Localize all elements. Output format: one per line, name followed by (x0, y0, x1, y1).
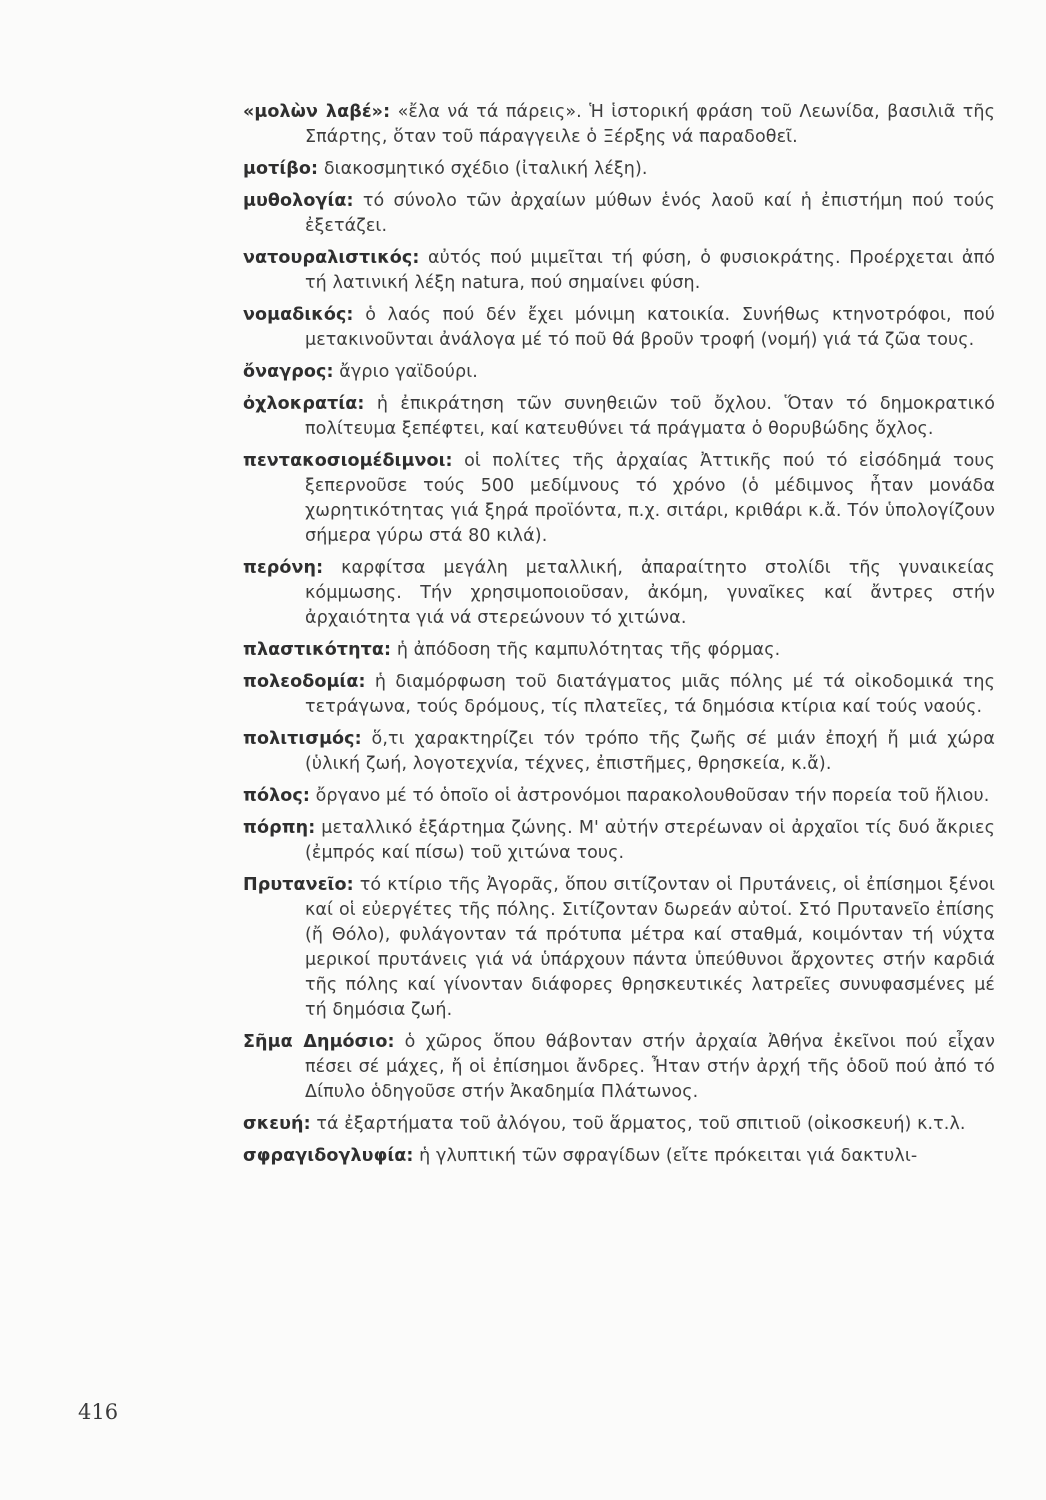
glossary-term: ὄναγρος: (243, 362, 334, 382)
glossary-definition: τά ἐξαρτήματα τοῦ ἀλόγου, τοῦ ἅρματος, τοῦ σπιτιοῦ (οἰκοσκευή) κ.τ.λ. (316, 1114, 966, 1134)
glossary-term: μυθολογία: (243, 191, 354, 211)
glossary-entry (243, 189, 995, 239)
glossary-definition: ἄγριο γαϊδούρι. (339, 362, 478, 382)
glossary-entry (243, 873, 995, 1023)
glossary-entry (243, 1112, 995, 1137)
glossary-definition: οἱ πολίτες τῆς ἀρχαίας Ἀττικῆς πού τό εἰσόδημά τους ξεπερνοῦσε τούς 500 μεδίμνους τό χρόνο (ὁ μέδιμνος ἦταν μονάδα χωρητικότητας γιά ξηρά προϊόντα, π.χ. σιτάρι, κριθάρι κ.ἄ. Τόν ὑπολογίζουν σήμερα γύρω στά 80 κιλά). (305, 451, 995, 546)
glossary-definition: ὁ λαός πού δέν ἔχει μόνιμη κατοικία. Συνήθως κτηνοτρόφοι, πού μετακινοῦνται ἀνάλογα μέ τό ποῦ θά βροῦν τροφή (νομή) γιά τά ζῶα τους. (305, 305, 995, 350)
glossary-definition: διακοσμητικό σχέδιο (ἰταλική λέξη). (323, 159, 648, 179)
glossary-entry (243, 638, 995, 663)
glossary-entry (243, 246, 995, 296)
glossary-term: «μολὼν λαβέ»: (243, 102, 391, 122)
glossary-list (243, 100, 995, 1176)
glossary-entry (243, 392, 995, 442)
glossary-term: πλαστικότητα: (243, 640, 392, 660)
glossary-term: ὀχλοκρατία: (243, 394, 365, 414)
glossary-definition: αὐτός πού μιμεῖται τή φύση, ὁ φυσιοκράτης. Προέρχεται ἀπό τή λατινική λέξη natura, πού σημαίνει φύση. (305, 248, 995, 293)
glossary-definition: τό κτίριο τῆς Ἀγορᾶς, ὅπου σιτίζονταν οἱ Πρυτάνεις, οἱ ἐπίσημοι ξένοι καί οἱ εὐεργέτες τῆς πόλης. Σιτίζονταν δωρεάν αὐτοί. Στό Πρυτανεῖο ἐπίσης (ἤ Θόλο), φυλάγονταν τά πρότυπα μέτρα καί σταθμά, κοιμόνταν τή νύχτα μερικοί πρυτάνεις γιά νά ὑπάρχουν πάντα ὑπεύθυνοι ἄρχοντες στήν καρδιά τῆς πόλης καί γίνονταν διάφορες θρησκευτικές λατρεῖες συνυφασμένες μέ τή δημόσια ζωή. (305, 875, 995, 1020)
glossary-entry (243, 784, 995, 809)
glossary-term: μοτίβο: (243, 159, 319, 179)
glossary-term: πολιτισμός: (243, 729, 362, 749)
glossary-entry (243, 449, 995, 549)
glossary-entry (243, 816, 995, 866)
glossary-term: Σῆμα Δημόσιο: (243, 1032, 395, 1052)
glossary-definition: «ἔλα νά τά πάρεις». Ἡ ἱστορική φράση τοῦ Λεωνίδα, βασιλιᾶ τῆς Σπάρτης, ὅταν τοῦ πάραγγειλε ὁ Ξέρξης νά παραδοθεῖ. (305, 102, 995, 147)
glossary-definition: τό σύνολο τῶν ἀρχαίων μύθων ἑνός λαοῦ καί ἡ ἐπιστήμη πού τούς ἐξετάζει. (305, 191, 995, 236)
glossary-term: πόλος: (243, 786, 310, 806)
glossary-definition: ὅ,τι χαρακτηρίζει τόν τρόπο τῆς ζωῆς σέ μιάν ἐποχή ἤ μιά χώρα (ὑλική ζωή, λογοτεχνία, τέχνες, ἐπιστῆμες, θρησκεία, κ.ἄ). (305, 729, 995, 774)
glossary-term: πόρπη: (243, 818, 316, 838)
glossary-term: πολεοδομία: (243, 672, 366, 692)
glossary-entry (243, 100, 995, 150)
page-number: 416 (78, 1400, 119, 1424)
glossary-term: πεντακοσιομέδιμνοι: (243, 451, 453, 471)
glossary-definition: καρφίτσα μεγάλη μεταλλική, ἀπαραίτητο στολίδι τῆς γυναικείας κόμμωσης. Τήν χρησιμοποιοῦσαν, ἀκόμη, γυναῖκες καί ἄντρες στήν ἀρχαιότητα γιά νά στερεώνουν τό χιτώνα. (305, 558, 995, 628)
glossary-entry (243, 1030, 995, 1105)
glossary-term: νομαδικός: (243, 305, 354, 325)
glossary-definition: ἡ ἀπόδοση τῆς καμπυλότητας τῆς φόρμας. (396, 640, 781, 660)
glossary-definition: ἡ γλυπτική τῶν σφραγίδων (εἴτε πρόκειται γιά δακτυλι- (419, 1146, 918, 1166)
glossary-term: Πρυτανεῖο: (243, 875, 354, 895)
glossary-term: σκευή: (243, 1114, 311, 1134)
glossary-term: νατουραλιστικός: (243, 248, 420, 268)
glossary-entry (243, 556, 995, 631)
glossary-definition: ἡ ἐπικράτηση τῶν συνηθειῶν τοῦ ὄχλου. Ὅταν τό δημοκρατικό πολίτευμα ξεπέφτει, καί κατευθύνει τά πράγματα ὁ θορυβώδης ὄχλος. (305, 394, 995, 439)
glossary-entry (243, 1144, 995, 1169)
glossary-term: περόνη: (243, 558, 324, 578)
glossary-entry (243, 727, 995, 777)
glossary-entry (243, 360, 995, 385)
glossary-term: σφραγιδογλυφία: (243, 1146, 414, 1166)
glossary-entry (243, 670, 995, 720)
glossary-definition: ἡ διαμόρφωση τοῦ διατάγματος μιᾶς πόλης μέ τά οἰκοδομικά της τετράγωνα, τούς δρόμους, τίς πλατεῖες, τά δημόσια κτίρια καί τούς ναούς. (305, 672, 995, 717)
glossary-definition: ὁ χῶρος ὅπου θάβονταν στήν ἀρχαία Ἀθήνα ἐκεῖνοι πού εἶχαν πέσει σέ μάχες, ἤ οἱ ἐπίσημοι ἄνδρες. Ἦταν στήν ἀρχή τῆς ὁδοῦ πού ἀπό τό Δίπυλο ὁδηγοῦσε στήν Ἀκαδημία Πλάτωνος. (305, 1032, 995, 1102)
glossary-entry (243, 303, 995, 353)
glossary-definition: ὄργανο μέ τό ὁποῖο οἱ ἀστρονόμοι παρακολουθοῦσαν τήν πορεία τοῦ ἥλιου. (315, 786, 990, 806)
glossary-definition: μεταλλικό ἐξάρτημα ζώνης. Μ' αὐτήν στερέωναν οἱ ἀρχαῖοι τίς δυό ἄκριες (ἐμπρός καί πίσω) τοῦ χιτώνα τους. (305, 818, 995, 863)
glossary-entry (243, 157, 995, 182)
